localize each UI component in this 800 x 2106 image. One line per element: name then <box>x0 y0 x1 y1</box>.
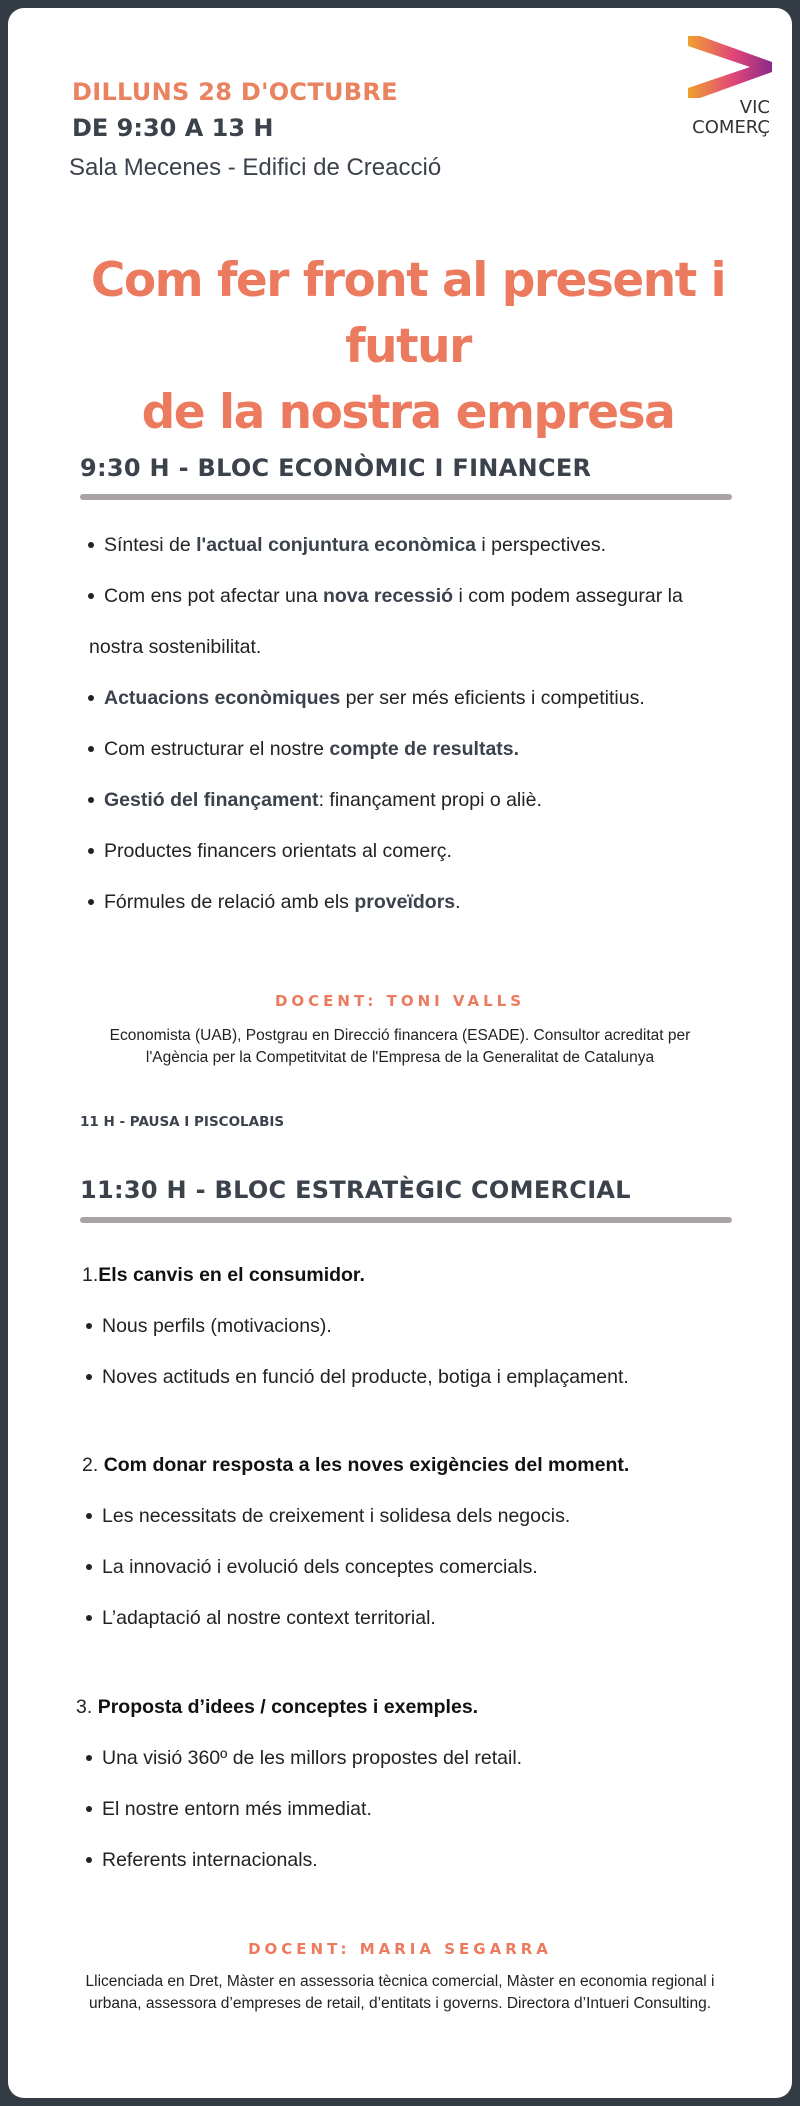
item-text: i perspectives. <box>476 534 607 556</box>
logo-chevron-icon <box>680 32 776 98</box>
bullet-icon <box>88 542 94 548</box>
block1-item-3 <box>104 687 645 710</box>
block2-sec2-item-2 <box>102 1556 538 1579</box>
block1-item-6 <box>104 840 452 863</box>
bullet-icon <box>86 1615 92 1621</box>
block2-title: 11:30 H - BLOC ESTRATÈGIC COMERCIAL <box>80 1176 631 1204</box>
sec-num: 3. <box>76 1696 98 1718</box>
item-text: L’adaptació al nostre context territorial. <box>102 1607 436 1629</box>
block2-sec1-item-1 <box>102 1315 332 1338</box>
item-bold: compte de resultats. <box>329 738 520 760</box>
bullet-icon <box>88 593 94 599</box>
bullet-icon <box>88 695 94 701</box>
bullet-icon <box>86 1323 92 1329</box>
vic-comerc-logo <box>680 32 776 140</box>
bullet-icon <box>86 1513 92 1519</box>
pause-label: 11 H - PAUSA I PISCOLABIS <box>80 1114 285 1130</box>
item-text: per ser més eficients i competitius. <box>340 687 645 709</box>
sec-heading: Com donar resposta a les noves exigències del moment. <box>103 1454 630 1476</box>
item-text: Referents internacionals. <box>102 1849 318 1871</box>
sec-heading: Els canvis en el consumidor. <box>98 1264 365 1286</box>
item-text: i com podem assegurar la <box>453 585 683 607</box>
item-bold: l'actual conjuntura econòmica <box>196 534 477 556</box>
event-date: DILLUNS 28 D'OCTUBRE <box>72 78 398 106</box>
item-bold: Gestió del finançament <box>104 789 319 811</box>
main-title <box>48 248 768 446</box>
item-text: Noves actituds en funció del producte, botiga i emplaçament. <box>102 1366 629 1388</box>
block2-sec3-heading <box>76 1696 478 1719</box>
main-title-line1: Com fer front al present i futur <box>90 253 726 374</box>
block1-item-5 <box>104 789 542 812</box>
item-text: . <box>455 891 461 913</box>
bio-line: urbana, assessora d’empreses de retail, d’entitats i governs. Directora d’Intueri Consulting. <box>88 1995 712 2012</box>
item-text: Com estructurar el nostre <box>104 738 330 760</box>
sec-num: 1. <box>82 1264 99 1286</box>
bullet-icon <box>86 1374 92 1380</box>
block2-docent: DOCENT: MARIA SEGARRA <box>248 1940 552 1958</box>
block1-title: 9:30 H - BLOC ECONÒMIC I FINANCER <box>80 454 592 482</box>
block1-item-1 <box>104 534 606 557</box>
block1-item-2 <box>104 585 683 608</box>
bullet-icon <box>88 899 94 905</box>
logo-text-comerc: COMERÇ <box>692 117 770 138</box>
item-text: Fórmules de relació amb els <box>104 891 355 913</box>
bullet-icon <box>88 797 94 803</box>
block2-sec1-item-2 <box>102 1366 629 1389</box>
main-title-line2: de la nostra empresa <box>141 385 675 440</box>
block2-divider <box>80 1217 732 1223</box>
item-bold: Actuacions econòmiques <box>104 687 341 709</box>
item-bold: proveïdors <box>354 891 456 913</box>
bullet-icon <box>86 1806 92 1812</box>
item-text: Nous perfils (motivacions). <box>102 1315 332 1337</box>
bio-line: Economista (UAB), Postgrau en Direcció financera (ESADE). Consultor acreditat per <box>109 1027 691 1044</box>
block2-sec3-item-2 <box>102 1798 372 1821</box>
item-text: Com ens pot afectar una <box>104 585 323 607</box>
block1-docent-bio <box>58 1025 742 1069</box>
flyer-card <box>8 8 792 2098</box>
event-time: DE 9:30 A 13 H <box>72 114 274 142</box>
item-text: Síntesi de <box>104 534 197 556</box>
bio-line: l'Agència per la Competitvitat de l'Empresa de la Generalitat de Catalunya <box>145 1049 655 1066</box>
block2-sec2-item-3 <box>102 1607 436 1630</box>
item-bold: nova recessió <box>322 585 454 607</box>
item-text: Una visió 360º de les millors propostes del retail. <box>102 1747 523 1769</box>
block1-item-7 <box>104 891 461 914</box>
item-text: Productes financers orientats al comerç. <box>104 840 452 862</box>
block1-docent: DOCENT: TONI VALLS <box>274 992 526 1010</box>
bullet-icon <box>88 848 94 854</box>
sec-num: 2. <box>82 1454 104 1476</box>
bullet-icon <box>88 746 94 752</box>
bullet-icon <box>86 1755 92 1761</box>
item-text: Les necessitats de creixement i solidesa dels negocis. <box>102 1505 571 1527</box>
bullet-icon <box>86 1564 92 1570</box>
block2-sec1-heading <box>82 1264 365 1287</box>
bio-line: Llicenciada en Dret, Màster en assessoria tècnica comercial, Màster en economia regional i <box>85 1973 715 1990</box>
item-text: : finançament propi o aliè. <box>318 789 542 811</box>
block1-item-2-continuation: nostra sostenibilitat. <box>89 636 262 658</box>
item-text: La innovació i evolució dels conceptes comercials. <box>102 1556 538 1578</box>
block2-sec2-heading <box>82 1454 629 1477</box>
bullet-icon <box>86 1857 92 1863</box>
block2-sec3-item-1 <box>102 1747 522 1770</box>
block1-divider <box>80 494 732 500</box>
block2-sec2-item-1 <box>102 1505 570 1528</box>
event-venue: Sala Mecenes - Edifici de Creacció <box>69 154 442 181</box>
block2-sec3-item-3 <box>102 1849 318 1872</box>
block1-item-4 <box>104 738 519 761</box>
sec-heading: Proposta d’idees / conceptes i exemples. <box>97 1696 479 1718</box>
block2-docent-bio <box>58 1971 742 2015</box>
logo-text-vic: VIC <box>739 97 770 118</box>
item-text: El nostre entorn més immediat. <box>102 1798 372 1820</box>
